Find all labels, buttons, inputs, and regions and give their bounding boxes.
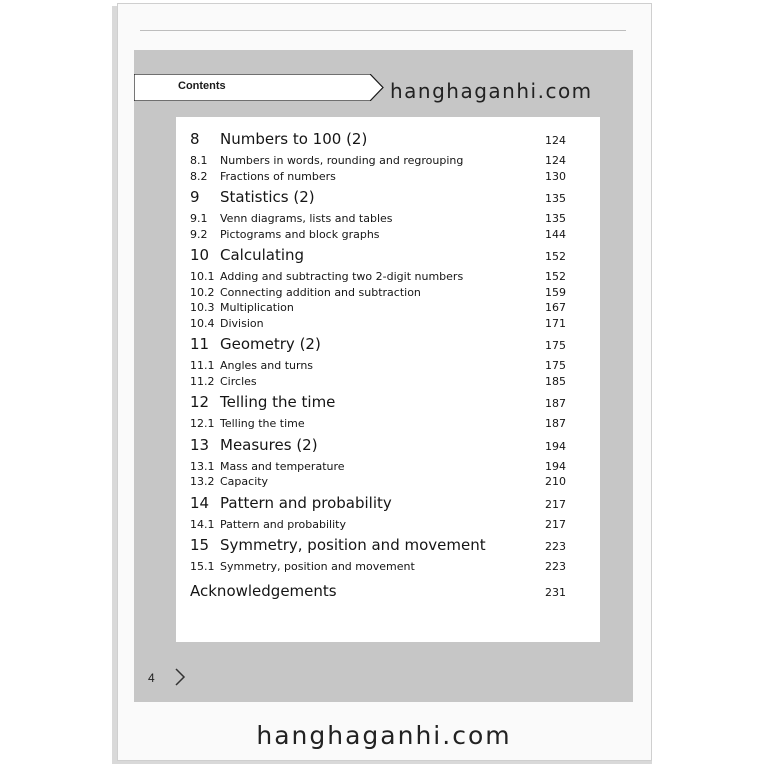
contents-tab-arrow-shape [134,74,384,101]
chapter-row [190,188,566,212]
section-number: 11.1 [190,359,215,372]
acknowledgements-row [190,582,566,606]
section-number: 14.1 [190,517,215,531]
chapter-page: 194 [545,439,566,453]
section-number: 12.1 [190,417,215,430]
section-number: 15.1 [190,560,215,573]
section-title: Pictograms and block graphs [220,227,380,241]
chapter-row [190,436,566,460]
chapter-page: 124 [545,134,566,147]
chapter-page: 175 [545,339,566,352]
chapter-title: Telling the time [220,393,336,411]
chapter-title: Numbers to 100 (2) [220,130,368,148]
section-row [190,228,566,244]
section-page: 223 [545,560,566,573]
chapter-row [190,393,566,417]
chapter-row [190,246,566,270]
section-row [190,286,566,302]
section-number: 8.1 [190,154,208,167]
section-title: Mass and temperature [220,459,345,473]
section-row [190,518,566,534]
section-number: 10.3 [190,301,215,314]
section-title: Pattern and probability [220,517,346,531]
chapter-number: 10 [190,246,210,264]
chapter-page: 223 [545,540,566,553]
section-number: 10.4 [190,316,215,330]
chapter-title: Geometry (2) [220,335,321,353]
page-number: 4 [148,671,155,685]
section-page: 217 [545,517,566,531]
section-title: Telling the time [220,417,305,430]
chapter-number: 15 [190,536,210,554]
chapter-number: 8 [190,130,200,148]
section-page: 159 [545,285,566,299]
watermark-top: hanghaganhi.com [390,79,593,103]
section-page: 167 [545,301,566,314]
chapter-row [190,130,566,154]
chevron-right-icon [174,667,186,691]
watermark-bottom: hanghaganhi.com [256,721,512,750]
section-number: 9.2 [190,227,208,241]
section-page: 135 [545,212,566,225]
chapter-number: 13 [190,435,210,454]
section-row [190,417,566,433]
section-number: 13.2 [190,475,215,488]
section-page: 210 [545,475,566,488]
chapter-page: 135 [545,192,566,205]
section-row [190,475,566,491]
section-page: 144 [545,227,566,241]
chapter-title: Pattern and probability [220,493,392,512]
chapter-title: Statistics (2) [220,188,315,206]
section-number: 10.1 [190,270,215,283]
contents-tab [134,74,384,101]
contents-heading: Contents [178,80,226,92]
acknowledgements-title: Acknowledgements [190,581,337,600]
section-number: 11.2 [190,374,215,388]
section-title: Numbers in words, rounding and regrouping [220,154,464,167]
chapter-row [190,536,566,560]
section-page: 175 [545,359,566,372]
chapter-title: Symmetry, position and movement [220,536,486,554]
section-title: Circles [220,374,257,388]
section-page: 185 [545,374,566,388]
chapter-number: 12 [190,393,210,411]
section-row [190,317,566,333]
section-number: 8.2 [190,169,208,183]
chapter-page: 217 [545,497,566,511]
section-title: Multiplication [220,301,294,314]
section-title: Fractions of numbers [220,169,336,183]
chapter-row [190,335,566,359]
section-page: 124 [545,154,566,167]
chapter-page: 152 [545,250,566,263]
chapter-number: 9 [190,188,200,206]
section-row [190,270,566,286]
section-page: 152 [545,270,566,283]
section-row [190,375,566,391]
section-title: Symmetry, position and movement [220,560,415,573]
section-title: Capacity [220,475,269,488]
chapter-number: 14 [190,493,210,512]
section-row [190,170,566,186]
section-page: 130 [545,169,566,183]
section-page: 187 [545,417,566,430]
section-number: 10.2 [190,285,215,299]
top-rule [140,30,626,31]
section-title: Angles and turns [220,359,314,372]
section-page: 194 [545,459,566,473]
section-row [190,212,566,228]
section-page: 171 [545,316,566,330]
section-title: Division [220,316,264,330]
section-row [190,359,566,375]
chapter-page: 187 [545,397,566,410]
chapter-row [190,494,566,518]
section-number: 13.1 [190,459,215,473]
table-of-contents [190,130,566,606]
section-row [190,460,566,476]
section-title: Connecting addition and subtraction [220,285,421,299]
section-title: Adding and subtracting two 2-digit numbers [220,270,464,283]
section-row [190,560,566,576]
section-row [190,154,566,170]
chapter-title: Calculating [220,246,305,264]
chapter-number: 11 [190,335,210,353]
section-number: 9.1 [190,212,208,225]
section-row [190,301,566,317]
acknowledgements-page: 231 [545,585,566,599]
chapter-title: Measures (2) [220,435,318,454]
section-title: Venn diagrams, lists and tables [220,212,393,225]
